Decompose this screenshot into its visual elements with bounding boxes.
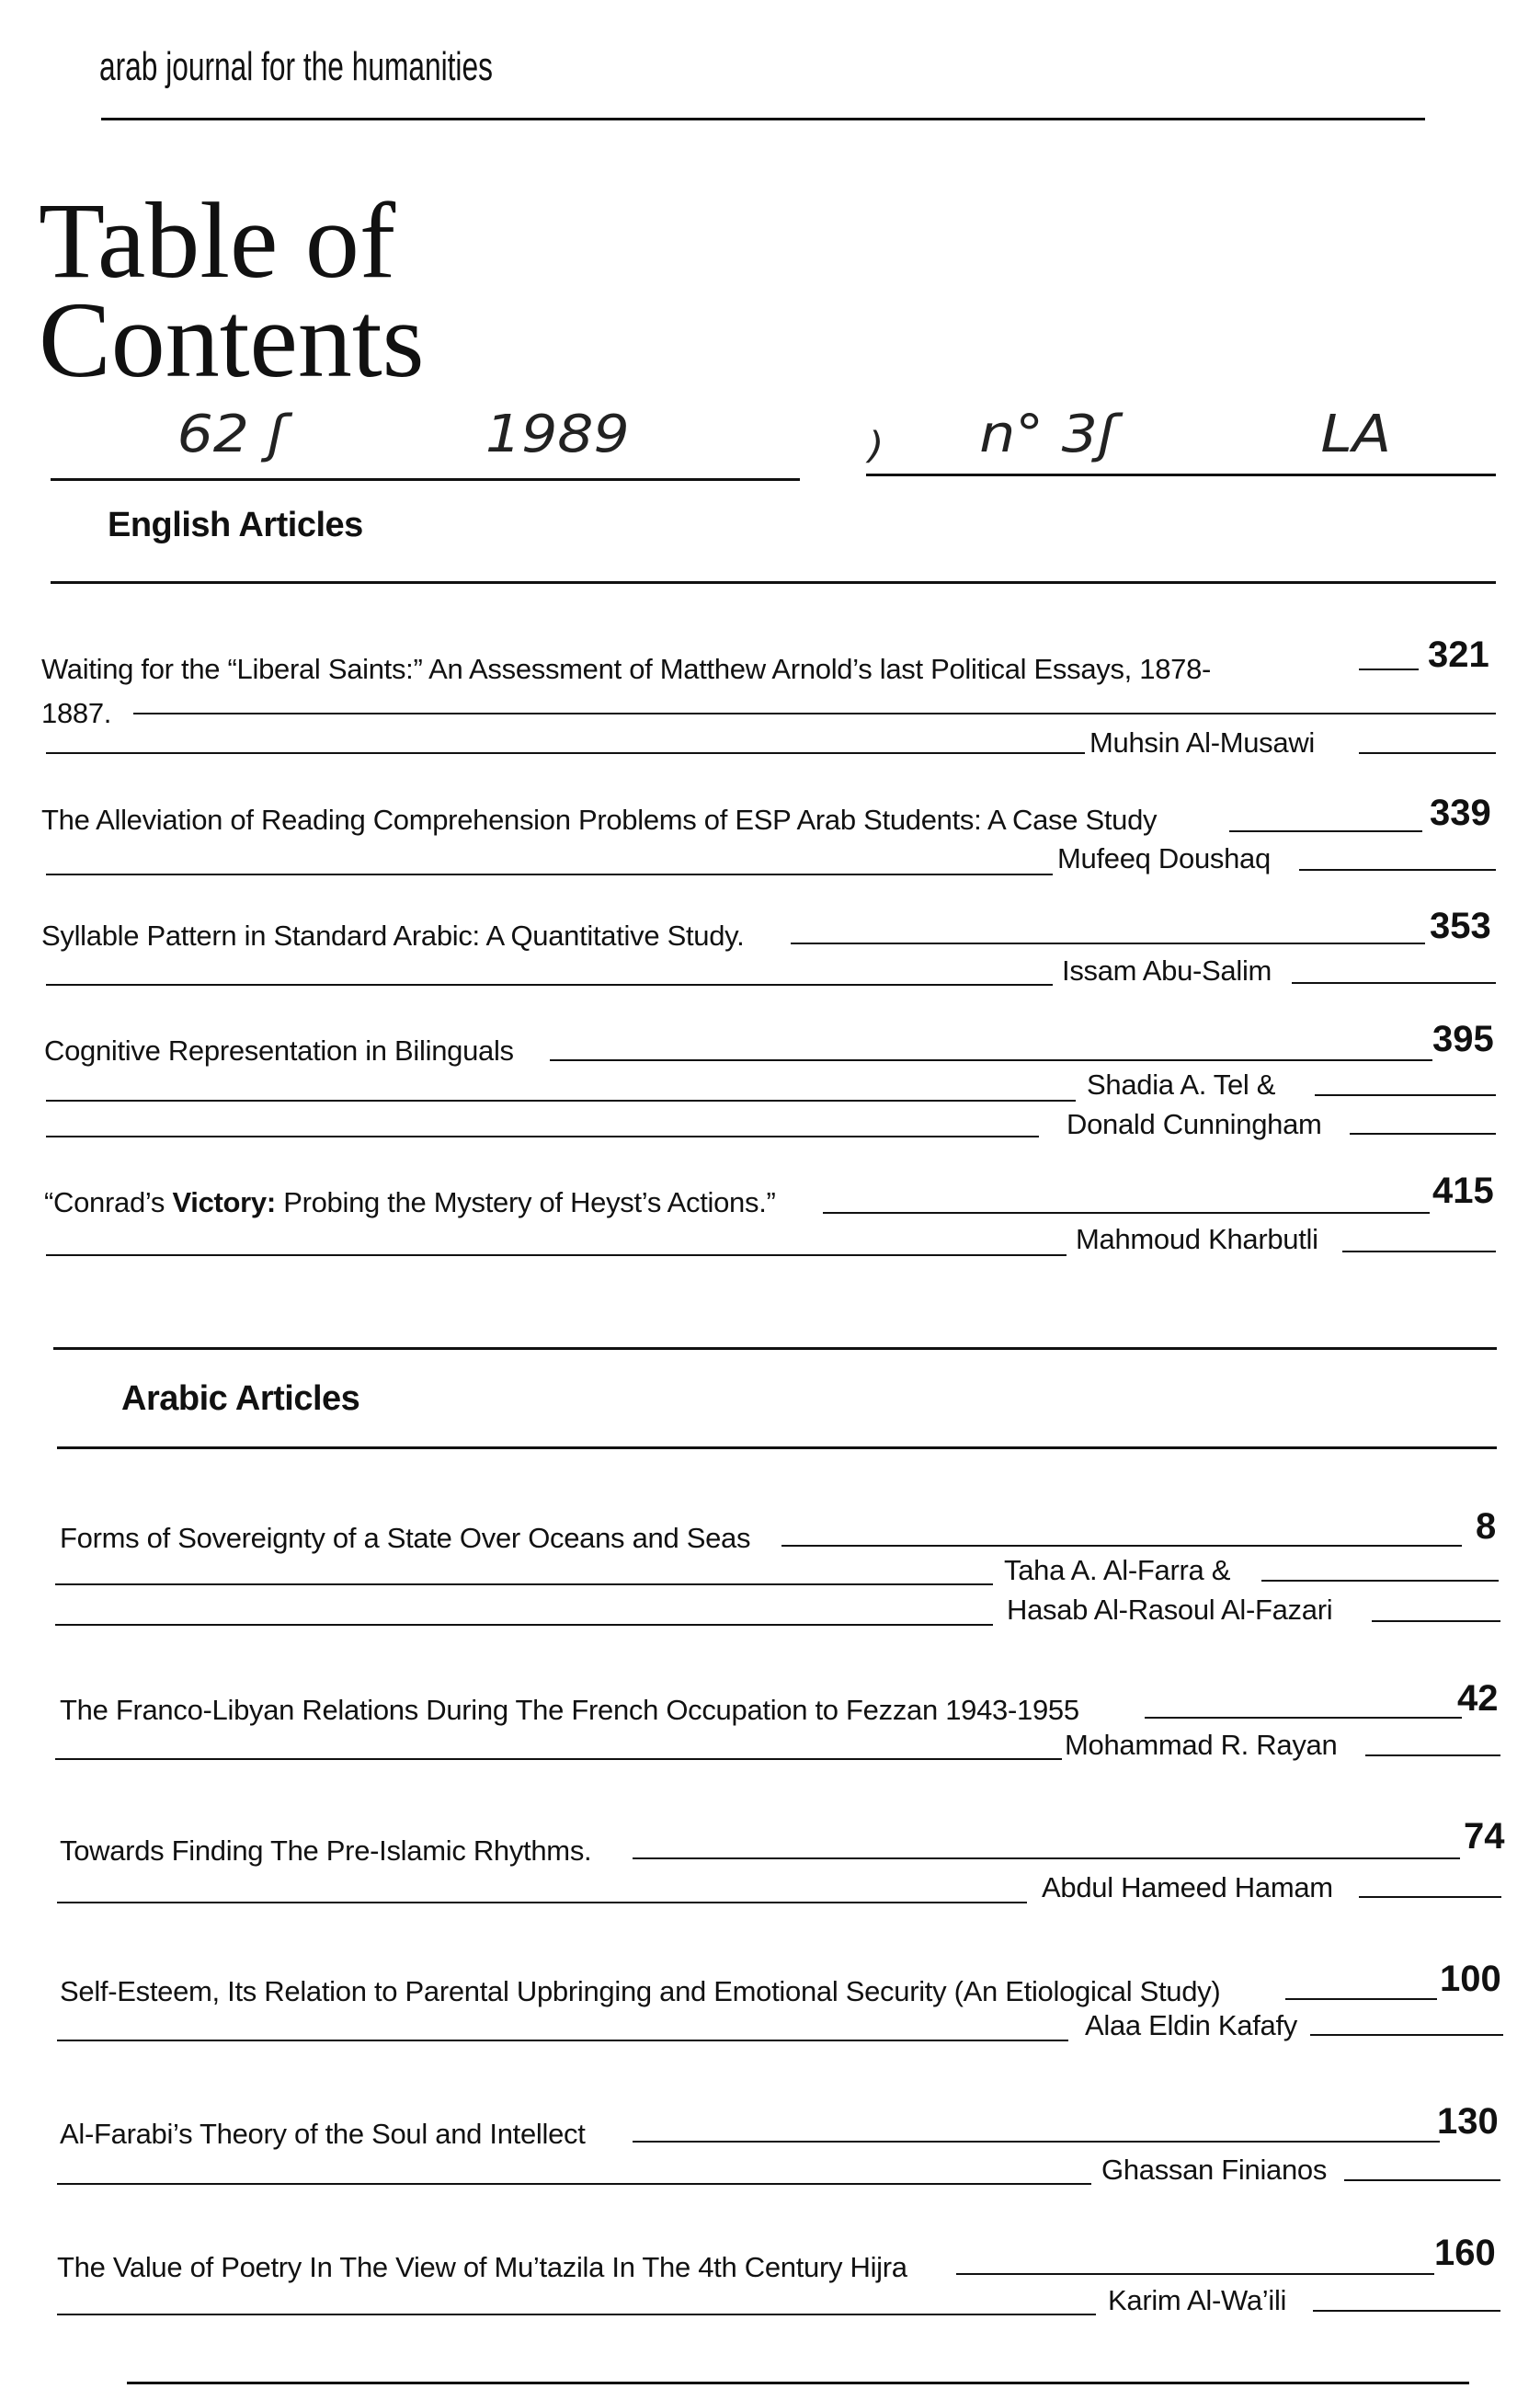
leader-line: [956, 2273, 1434, 2275]
section-divider: [53, 1347, 1497, 1350]
leader-line: [1310, 2034, 1503, 2036]
article-title: The Alleviation of Reading Comprehension Problems of ESP Arab Students: A Case Study: [41, 804, 1158, 836]
leader-line: [1285, 1998, 1437, 2000]
article-author: Mahmoud Kharbutli: [1076, 1223, 1318, 1255]
page-number: 130: [1437, 2101, 1499, 2142]
leader-line: [1261, 1580, 1499, 1582]
english-section-heading: English Articles: [108, 506, 363, 544]
leader-line: [46, 1254, 1067, 1256]
article-title-part: Probing the Mystery of Heyst’s Actions.”: [275, 1186, 776, 1218]
article-title: Cognitive Representation in Bilinguals: [44, 1034, 514, 1067]
leader-line: [133, 713, 1496, 714]
article-title: The Value of Poetry In The View of Mu’tazila In The 4th Century Hijra: [57, 2251, 907, 2283]
leader-line: [1145, 1717, 1462, 1719]
handwritten-note: 62 ʃ: [177, 405, 287, 464]
leader-line: [823, 1212, 1430, 1214]
leader-line: [46, 984, 1053, 986]
title-divider-right: [866, 474, 1496, 476]
leader-line: [1350, 1133, 1496, 1135]
article-title: Self-Esteem, Its Relation to Parental Upbringing and Emotional Security (An Etiological Study): [60, 1975, 1221, 2007]
title-divider-left: [51, 478, 800, 481]
page-number: 42: [1457, 1678, 1499, 1719]
leader-line: [1315, 1094, 1496, 1096]
english-heading-divider: [51, 581, 1496, 584]
arabic-section-heading: Arabic Articles: [121, 1379, 360, 1418]
leader-line: [633, 2141, 1440, 2143]
page-title: [39, 180, 425, 400]
leader-line: [550, 1059, 1432, 1061]
leader-line: [46, 1136, 1039, 1137]
page-number: 321: [1428, 634, 1489, 675]
leader-line: [1229, 830, 1422, 832]
leader-line: [1313, 2310, 1500, 2312]
handwritten-year: 1989: [485, 405, 630, 464]
page-number: 339: [1430, 793, 1491, 833]
article-author: Mohammad R. Rayan: [1065, 1729, 1338, 1761]
leader-line: [57, 2314, 1096, 2315]
article-title: [44, 1186, 776, 1219]
page-number: 100: [1440, 1959, 1501, 1999]
leader-line: [1299, 869, 1496, 871]
page-title-line2: Contents: [39, 280, 425, 400]
page-number: 353: [1430, 906, 1491, 946]
leader-line: [1365, 1754, 1500, 1756]
article-author: Mufeeq Doushaq: [1057, 842, 1271, 874]
leader-line: [57, 2040, 1068, 2041]
page-number: 395: [1432, 1019, 1494, 1059]
page-number: 8: [1476, 1506, 1497, 1547]
handwritten-mark: ): [868, 425, 884, 467]
leader-line: [1342, 1251, 1496, 1252]
article-author: Issam Abu-Salim: [1062, 954, 1272, 987]
footer-divider: [127, 2382, 1469, 2384]
leader-line: [46, 752, 1085, 754]
handwritten-initials: LA: [1320, 405, 1391, 464]
page-number: 415: [1432, 1171, 1494, 1211]
article-title: Towards Finding The Pre-Islamic Rhythms.: [60, 1834, 592, 1867]
article-title-part: “Conrad’s: [44, 1186, 173, 1218]
leader-line: [57, 1902, 1027, 1903]
article-author: Karim Al-Wa’ili: [1108, 2284, 1287, 2316]
article-author: Muhsin Al-Musawi: [1089, 726, 1316, 759]
page-number: 160: [1434, 2233, 1496, 2273]
article-author: Abdul Hameed Hamam: [1042, 1871, 1333, 1903]
page-title-line1: Table of: [39, 180, 396, 301]
article-title: The Franco-Libyan Relations During The French Occupation to Fezzan 1943-1955: [60, 1694, 1079, 1726]
article-author: Ghassan Finianos: [1101, 2154, 1328, 2186]
leader-line: [1344, 2179, 1500, 2181]
leader-line: [1292, 982, 1496, 984]
article-author: Taha A. Al-Farra &: [1004, 1554, 1231, 1586]
article-title: Forms of Sovereignty of a State Over Oceans and Seas: [60, 1522, 751, 1554]
article-title: Al-Farabi’s Theory of the Soul and Intellect: [60, 2118, 586, 2150]
leader-line: [1359, 752, 1496, 754]
article-title: Syllable Pattern in Standard Arabic: A Quantitative Study.: [41, 920, 745, 952]
leader-line: [633, 1857, 1460, 1859]
article-author: Alaa Eldin Kafafy: [1085, 2009, 1297, 2041]
page-number: 74: [1464, 1816, 1505, 1857]
leader-line: [1372, 1620, 1500, 1622]
header-divider: [101, 118, 1425, 120]
leader-line: [1359, 1896, 1501, 1898]
article-title-continued: 1887.: [41, 697, 112, 729]
leader-line: [791, 943, 1425, 944]
article-author: Hasab Al-Rasoul Al-Fazari: [1007, 1594, 1333, 1626]
handwritten-issue: n° 3ʃ: [979, 405, 1117, 464]
article-title-emphasis: Victory:: [172, 1186, 276, 1218]
article-author: Shadia A. Tel &: [1087, 1069, 1276, 1101]
leader-line: [55, 1758, 1062, 1760]
leader-line: [46, 874, 1053, 875]
leader-line: [55, 1583, 993, 1585]
leader-line: [55, 1624, 993, 1626]
leader-line: [781, 1545, 1462, 1547]
leader-line: [57, 2183, 1091, 2185]
leader-line: [46, 1100, 1076, 1102]
arabic-heading-divider: [57, 1446, 1497, 1449]
leader-line: [1359, 669, 1419, 670]
article-title: Waiting for the “Liberal Saints:” An Assessment of Matthew Arnold’s last Political Essays, 1878-: [41, 653, 1212, 685]
journal-name: arab journal for the humanities: [99, 44, 493, 89]
article-author: Donald Cunningham: [1067, 1108, 1322, 1140]
